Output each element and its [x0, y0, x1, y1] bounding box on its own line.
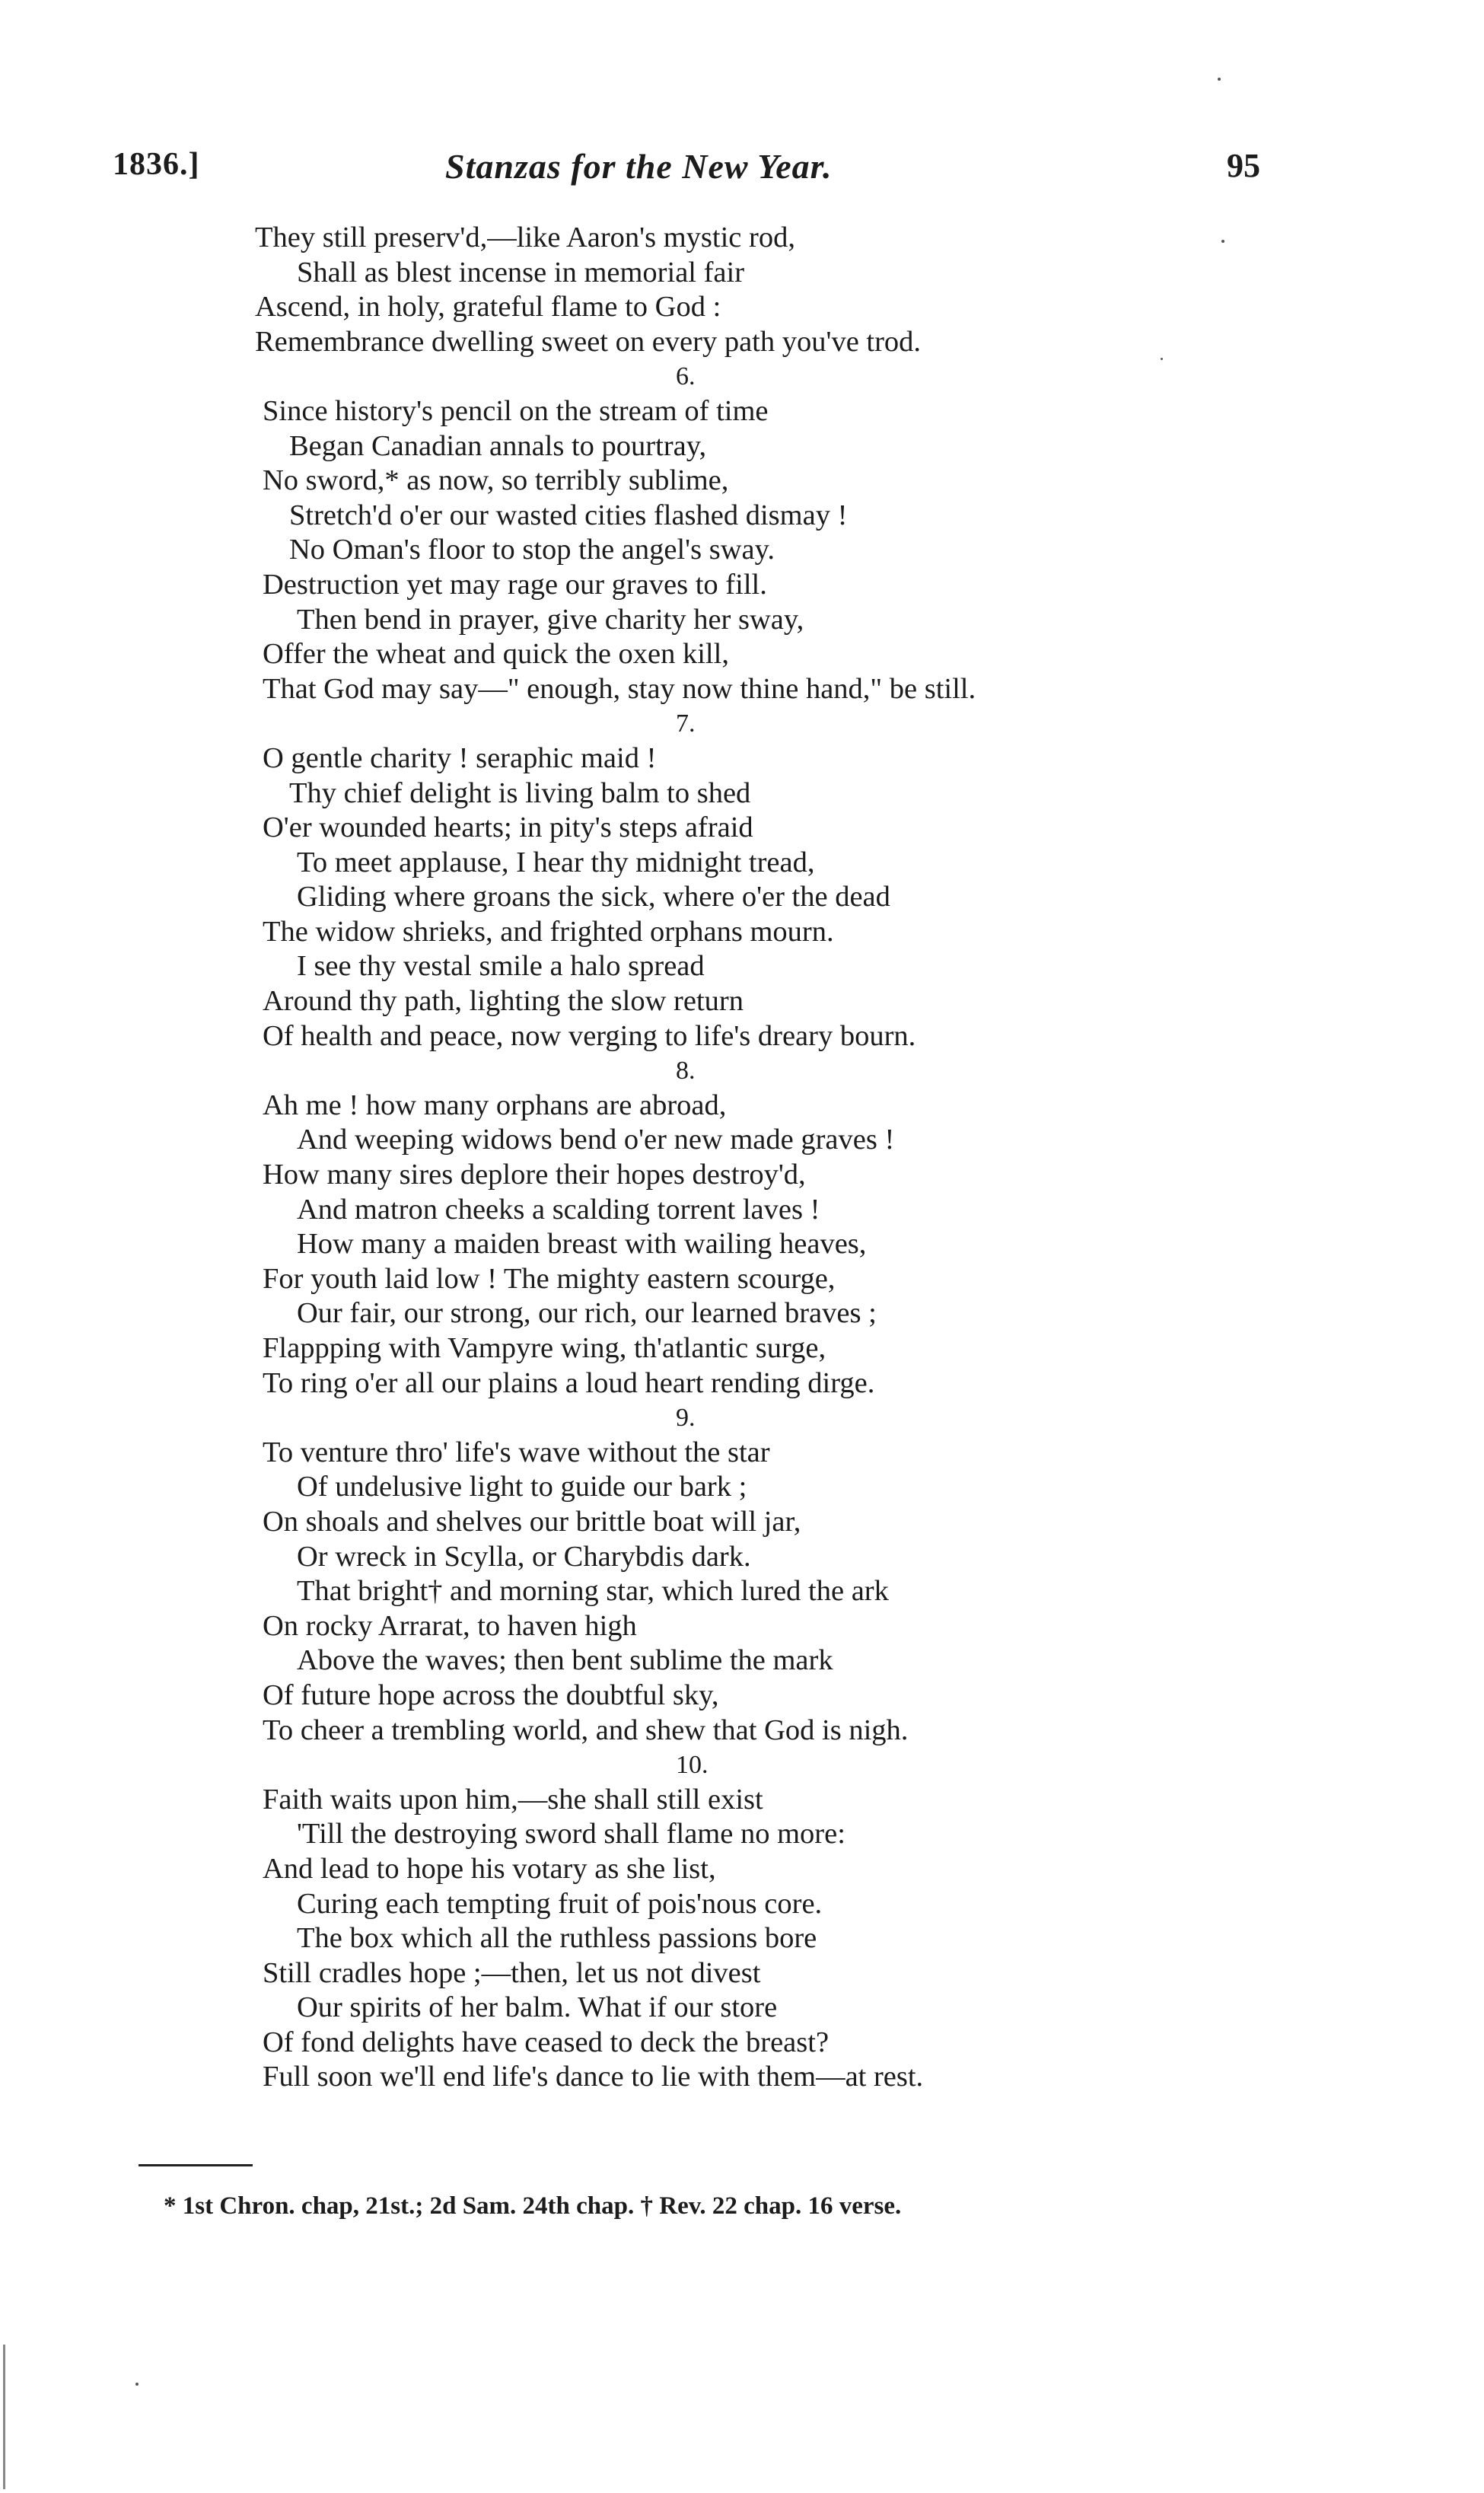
- stanza-number: 8.: [676, 1057, 696, 1086]
- poem-line: On shoals and shelves our brittle boat will jar,: [263, 1505, 801, 1538]
- scan-speck: [1161, 358, 1163, 360]
- poem-line: Still cradles hope ;—then, let us not divest: [263, 1956, 761, 1989]
- poem-line: Stretch'd o'er our wasted cities flashed dismay !: [289, 499, 848, 531]
- poem-line: To venture thro' life's wave without the star: [263, 1436, 770, 1468]
- poem-line: Gliding where groans the sick, where o'er the dead: [297, 881, 890, 913]
- poem-line: Since history's pencil on the stream of time: [263, 394, 769, 427]
- stanza-number: 10.: [676, 1751, 709, 1780]
- poem-line: O'er wounded hearts; in pity's steps afraid: [263, 811, 753, 844]
- poem-line: 'Till the destroying sword shall flame no more:: [297, 1818, 845, 1851]
- stanza-number: 9.: [676, 1404, 696, 1433]
- poem-line: O gentle charity ! seraphic maid !: [263, 741, 657, 774]
- poem-line: Of fond delights have ceased to deck the breast?: [263, 2026, 830, 2058]
- header-year: 1836.]: [113, 147, 200, 182]
- poem-line: Our fair, our strong, our rich, our learned braves ;: [297, 1297, 877, 1330]
- header-title: Stanzas for the New Year.: [445, 147, 833, 186]
- scan-speck: [1218, 78, 1221, 81]
- scan-speck: [3, 2345, 5, 2489]
- poem-line: How many a maiden breast with wailing heaves,: [297, 1228, 867, 1261]
- stanza-number: 7.: [676, 709, 696, 738]
- poem-line: Full soon we'll end life's dance to lie with them—at rest.: [263, 2061, 924, 2093]
- stanza-6: [0, 359, 1484, 706]
- poem-line: To ring o'er all our plains a loud heart rending dirge.: [263, 1366, 875, 1399]
- poem-line: Of undelusive light to guide our bark ;: [297, 1471, 747, 1503]
- poem-line: And lead to hope his votary as she list,: [263, 1852, 716, 1885]
- stanza-5-continuation: [0, 221, 1484, 359]
- poem-line: Thy chief delight is living balm to shed: [289, 776, 751, 809]
- poem-line: And matron cheeks a scalding torrent laves !: [297, 1193, 820, 1226]
- stanza-10: [0, 1748, 1484, 2095]
- stanza-7: [0, 706, 1484, 1054]
- poem-line: No sword,* as now, so terribly sublime,: [263, 464, 729, 497]
- poem-line: I see thy vestal smile a halo spread: [297, 950, 705, 983]
- poem-line: Curing each tempting fruit of pois'nous core.: [297, 1887, 823, 1920]
- footnote-rule: [139, 2164, 253, 2166]
- poem-line: The widow shrieks, and frighted orphans mourn.: [263, 915, 834, 948]
- poem-line: Ah me ! how many orphans are abroad,: [263, 1089, 727, 1121]
- poem-line: Of health and peace, now verging to life's dreary bourn.: [263, 1019, 916, 1052]
- poem-line: The box which all the ruthless passions bore: [297, 1922, 817, 1955]
- poem-line: Above the waves; then bent sublime the mark: [297, 1644, 833, 1677]
- poem-body: [0, 221, 1484, 2095]
- page-number: 95: [1227, 147, 1260, 184]
- poem-line: For youth laid low ! The mighty eastern scourge,: [263, 1262, 836, 1295]
- stanza-9: [0, 1401, 1484, 1748]
- stanza-number: 6.: [676, 362, 696, 391]
- poem-line: Offer the wheat and quick the oxen kill,: [263, 638, 729, 671]
- poem-line: And weeping widows bend o'er new made graves !: [297, 1124, 895, 1156]
- poem-line: That bright† and morning star, which lured the ark: [297, 1575, 889, 1608]
- poem-line: Began Canadian annals to pourtray,: [289, 429, 707, 462]
- poem-line: Our spirits of her balm. What if our store: [297, 1991, 778, 2024]
- scan-speck: [135, 2383, 139, 2386]
- poem-line: No Oman's floor to stop the angel's sway.: [289, 534, 775, 566]
- scan-speck: [1221, 240, 1224, 243]
- running-header: [0, 146, 1484, 192]
- poem-line: To meet applause, I hear thy midnight tread,: [297, 846, 815, 878]
- stanza-8: [0, 1054, 1484, 1401]
- poem-line: Of future hope across the doubtful sky,: [263, 1678, 719, 1711]
- poem-line: To cheer a trembling world, and shew that God is nigh.: [263, 1714, 909, 1746]
- poem-line: Flappping with Vampyre wing, th'atlantic surge,: [263, 1332, 826, 1364]
- poem-line: Shall as blest incense in memorial fair: [297, 256, 745, 289]
- poem-line: Ascend, in holy, grateful flame to God :: [255, 291, 721, 324]
- poem-line: Then bend in prayer, give charity her sway,: [297, 603, 804, 636]
- poem-line: Around thy path, lighting the slow return: [263, 985, 744, 1018]
- poem-line: Faith waits upon him,—she shall still exist: [263, 1783, 763, 1816]
- footnote: * 1st Chron. chap, 21st.; 2d Sam. 24th chap. † Rev. 22 chap. 16 verse.: [164, 2192, 902, 2220]
- poem-line: That God may say—" enough, stay now thine hand," be still.: [263, 672, 976, 705]
- poem-line: Or wreck in Scylla, or Charybdis dark.: [297, 1540, 751, 1573]
- poem-line: How many sires deplore their hopes destroy'd,: [263, 1159, 806, 1191]
- poem-line: Destruction yet may rage our graves to fill.: [263, 568, 767, 601]
- poem-line: Remembrance dwelling sweet on every path you've trod.: [255, 325, 922, 358]
- poem-line: They still preserv'd,—like Aaron's mystic rod,: [255, 222, 795, 253]
- poem-line: On rocky Arrarat, to haven high: [263, 1609, 637, 1642]
